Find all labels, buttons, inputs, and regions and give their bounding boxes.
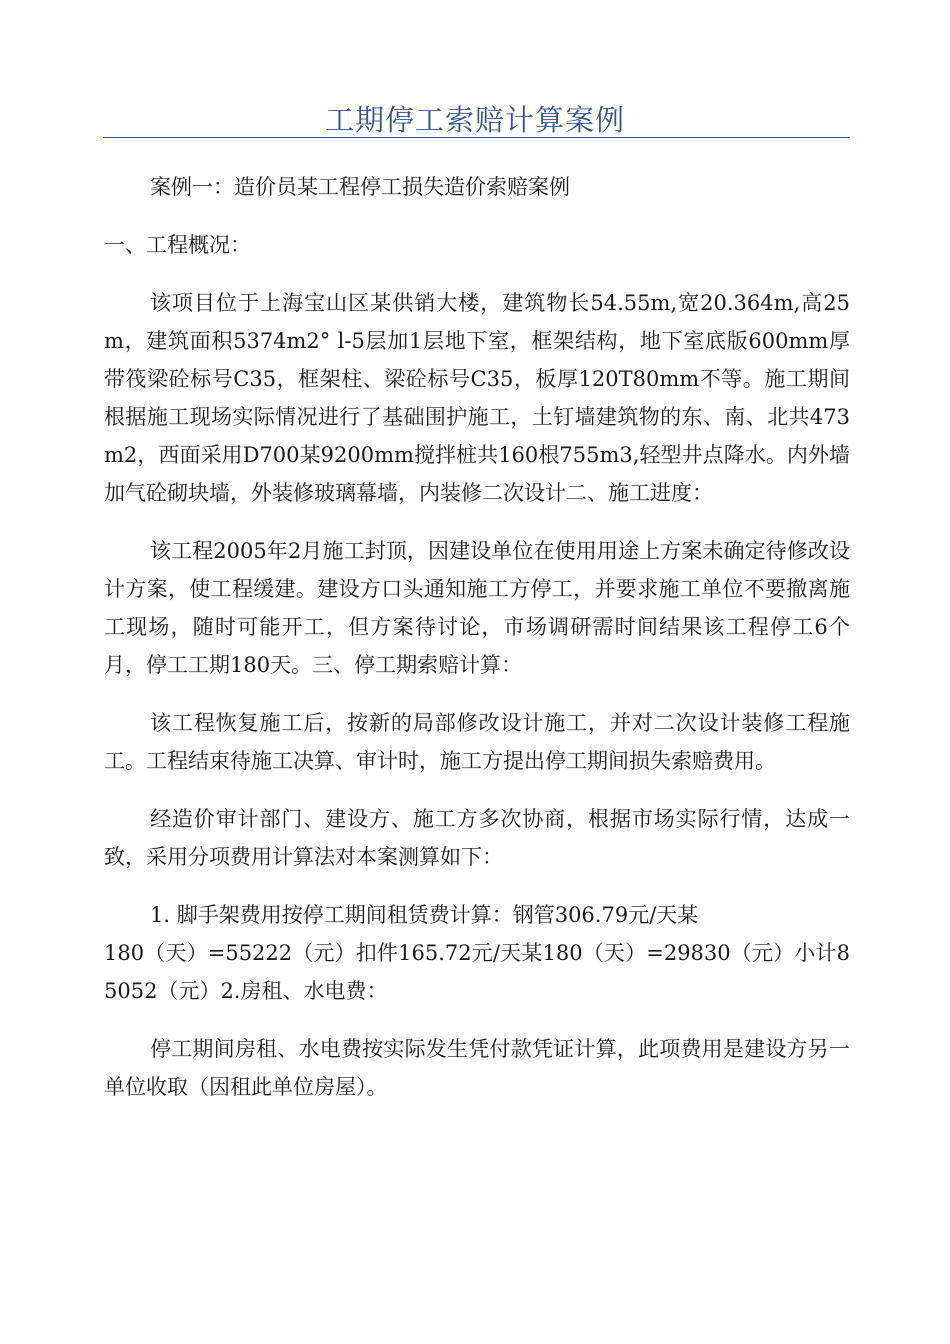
section-heading-overview: 一、工程概况： [104, 233, 251, 257]
paragraph-project-overview: 该项目位于上海宝山区某供销大楼，建筑物长54.55m,宽20.364m,高25m，建筑面积5374m2° l-5层加1层地下室，框架结构，地下室底版600mm厚带筏梁砼标号C35，框架柱、梁砼标号C35，板厚120T80mm不等。施工期间根据施工现场实际情况进行了基础围护施工，土钉墙建筑物的东、南、北共473m2，西面采用D700某9200mm搅拌桩共160根755m3,轻型井点降水。内外墙加气砼砌块墙，外装修玻璃幕墙，内装修二次设计二、施工进度： [104, 291, 850, 505]
paragraph-construction-progress: 该工程2005年2月施工封顶，因建设单位在使用用途上方案未确定待修改设计方案，使工程缓建。建设方口头通知施工方停工，并要求施工单位不要撤离施工现场，随时可能开工，但方案待讨论，市场调研需时间结果该工程停工6个月，停工工期180天。三、停工期索赔计算： [104, 539, 850, 677]
case-heading: 案例一：造价员某工程停工损失造价索赔案例 [150, 175, 570, 199]
paragraph-scaffold-calculation: 180（天）=55222（元）扣件165.72元/天某180（天）=29830（元）小计85052（元）2.房租、水电费： [104, 941, 850, 1003]
paragraph-rent-utilities: 停工期间房租、水电费按实际发生凭付款凭证计算，此项费用是建设方另一单位收取（因租此单位房屋）。 [104, 1037, 850, 1099]
paragraph-resumption: 该工程恢复施工后，按新的局部修改设计施工，并对二次设计装修工程施工。工程结束待施工决算、审计时，施工方提出停工期间损失索赔费用。 [104, 711, 850, 773]
document-title: 工期停工索赔计算案例 [324, 103, 625, 137]
paragraph-scaffold-cost: 1. 脚手架费用按停工期间租赁费计算：钢管306.79元/天某 [150, 903, 699, 927]
paragraph-negotiation: 经造价审计部门、建设方、施工方多次协商，根据市场实际行情，达成一致，采用分项费用计算法对本案测算如下： [104, 807, 850, 869]
title-underline [103, 137, 850, 138]
document-body [104, 168, 850, 1106]
